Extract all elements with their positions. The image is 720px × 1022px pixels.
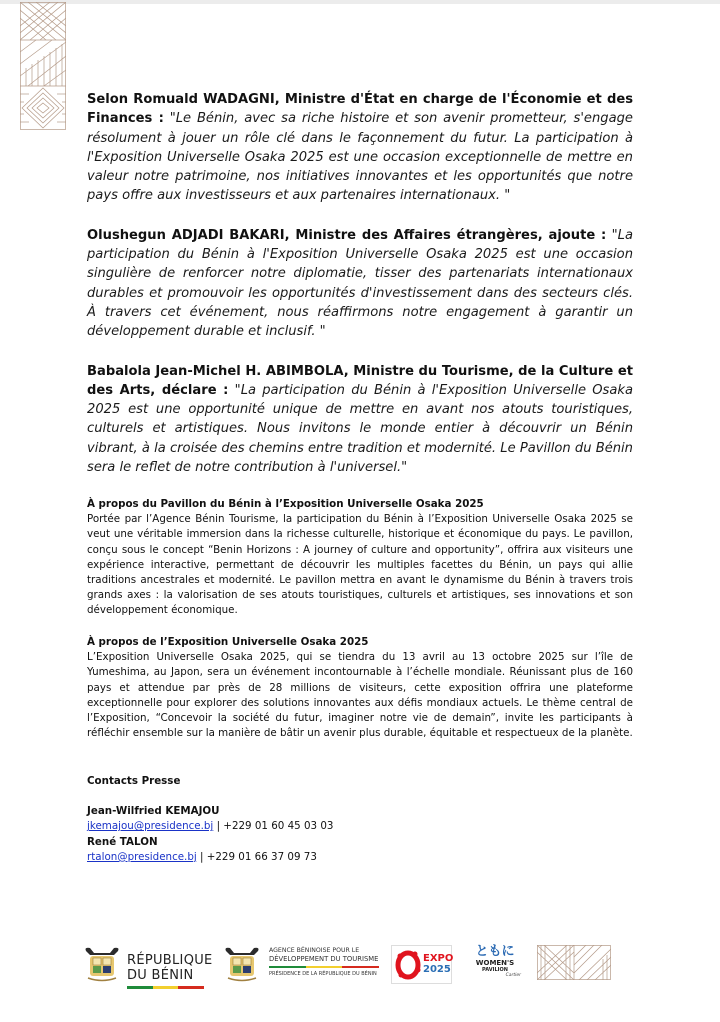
contacts-title: Contacts Presse: [87, 775, 181, 787]
expo-myaku-icon: [395, 950, 421, 980]
page-top-bar: [0, 0, 720, 4]
coat-of-arms-icon: [222, 945, 262, 985]
contact-line: [87, 819, 487, 834]
contact-email-link[interactable]: jkemajou@presidence.bj: [87, 820, 214, 833]
republique-line2: DU BÉNIN: [127, 968, 194, 983]
agency-line3: PRÉSIDENCE DE LA RÉPUBLIQUE DU BÉNIN: [269, 971, 377, 977]
about-expo-section: [87, 635, 633, 741]
quote-speaker: Selon Romuald WADAGNI, Ministre d'État en charge de l'Économie et des Finances :: [87, 92, 633, 127]
expo-text: EXPO: [423, 953, 454, 964]
womens-sponsor: Cartier: [505, 973, 521, 978]
contact-email-link[interactable]: rtalon@presidence.bj: [87, 850, 197, 863]
quote-speaker: Babalola Jean-Michel H. ABIMBOLA, Ministre du Tourisme, de la Culture et des Arts, déclare :: [87, 363, 633, 398]
expo-2025-logo: [391, 945, 452, 984]
about-pavilion-body: Portée par l’Agence Bénin Tourisme, la participation du Bénin à l’Exposition Universelle Osaka 2025 se veut une véritable immersion dans la richesse culturelle, historique et économique du pays. Le pavillon, conçu sous le concept “Benin Horizons : A journey of culture and opportunity”, offrira aux visiteurs une expérience interactive, permettant de découvrir les multiples facettes du Bénin, un pays qui allie traditions ancestrales et modernité. Le pavillon mettra en avant le dynamisme du Bénin à travers trois grands axes : la valorisation de ses atouts touristiques, culturels et artistiques, ses innovations et son développement économique.: [87, 513, 633, 617]
agency-line1: AGENCE BÉNINOISE POUR LE: [269, 947, 360, 954]
expo-year: 2025: [423, 964, 451, 975]
footer-logos: [0, 940, 720, 990]
contact-line: [87, 850, 487, 865]
contact-name: René TALON: [87, 835, 158, 848]
womens-line1: WOMEN'S: [475, 959, 515, 967]
flag-bar: [269, 966, 379, 968]
contact-name: Jean-Wilfried KEMAJOU: [87, 805, 220, 818]
about-expo-heading: À propos de l’Exposition Universelle Osaka 2025: [87, 636, 369, 648]
about-pavilion-heading: À propos du Pavillon du Bénin à l’Exposition Universelle Osaka 2025: [87, 498, 484, 510]
flag-bar: [127, 986, 204, 989]
quote-abimbola: [87, 362, 633, 478]
quote-wadagni: [87, 90, 633, 206]
womens-jp-text: ともに: [475, 944, 515, 959]
agency-line2: DÉVELOPPEMENT DU TOURISME: [269, 955, 379, 963]
decorative-pattern-icon: [537, 945, 611, 980]
coat-of-arms-icon: [82, 945, 122, 985]
republique-line1: RÉPUBLIQUE: [127, 953, 213, 968]
quote-text: "Le Bénin, avec sa riche histoire et son avenir prometteur, s'engage résolument à jouer un rôle clé dans le façonnement du futur. La participation à l'Exposition Universelle Osaka 2025 est une occasion exceptionnelle de mettre en valeur notre patrimoine, nos initiatives innovantes et les opportunités que notre pays offre aux investisseurs et aux partenaires internationaux. ": [87, 111, 633, 204]
about-pavilion-section: [87, 497, 633, 619]
contact-phone: | +229 01 66 37 09 73: [196, 850, 317, 863]
quote-text: "La participation du Bénin à l'Exposition Universelle Osaka 2025 est une opportunité unique de mettre en avant nos atouts touristiques, culturels et artistiques. Nous invitons le monde entier à découvrir un Bénin vibrant, à la croisée des chemins entre tradition et modernité. Le Pavillon du Bénin sera le reflet de notre contribution à l'universel.": [87, 382, 633, 476]
quote-speaker: Olushegun ADJADI BAKARI, Ministre des Affaires étrangères, ajoute :: [87, 227, 607, 243]
quote-bakari: [87, 226, 633, 342]
womens-pavilion-logo: [469, 944, 521, 988]
contact-phone: | +229 01 60 45 03 03: [213, 820, 334, 833]
decorative-pattern-icon: [20, 2, 66, 130]
womens-line2: PAVILION: [482, 967, 508, 973]
quotes-section: [87, 90, 633, 497]
about-expo-body: L’Exposition Universelle Osaka 2025, qui se tiendra du 13 avril au 13 octobre 2025 sur l’île de Yumeshima, au Japon, sera un événement incontournable à l’échelle mondiale. Réunissant plus de 160 pays et attendue par près de 28 millions de visiteurs, cette exposition offrira une plateforme exceptionnelle pour explorer des solutions innovantes aux défis mondiaux actuels. Le thème central de l’Exposition, “Concevoir la société du futur, imaginer notre vie de demain”, invite les participants à réfléchir ensemble sur la manière de bâtir un avenir plus durable, équitable et respectueux de la planète.: [87, 651, 633, 740]
press-contacts: [87, 774, 487, 865]
quote-text: "La participation du Bénin à l'Exposition Universelle Osaka 2025 est une occasion singulière de renforcer notre diplomatie, tisser des partenariats internationaux durables et promouvoir les opportunités d'investissement dans des secteurs clés. À travers cet événement, nous réaffirmons notre engagement à garantir un développement durable et inclusif. ": [87, 227, 633, 340]
